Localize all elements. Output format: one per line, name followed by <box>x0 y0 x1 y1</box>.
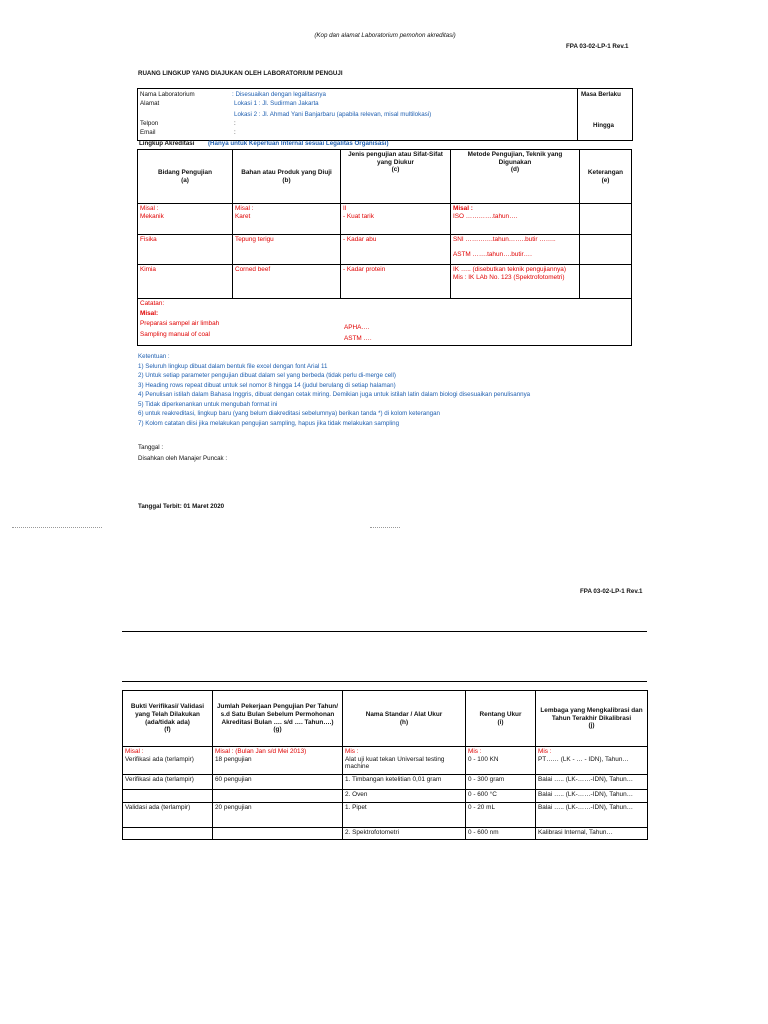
table-row: Verifikasi ada (terlampir) 60 pengujian 1. Timbangan ketelitian 0,01 gram 0 - 300 gram Balai ….. (LK-……-IDN), Tahun… <box>123 775 648 790</box>
table-row: 2. Spektrofotometri 0 - 600 nm Kalibrasi Internal, Tahun… <box>123 828 648 840</box>
header-keterangan: Keterangan (e) <box>580 150 632 204</box>
nama-label: Nama Laboratorium <box>140 91 195 98</box>
tanggal-terbit: Tanggal Terbit: 01 Maret 2020 <box>138 503 225 510</box>
page-break-mark <box>12 527 102 529</box>
header-rule-bottom <box>122 681 647 682</box>
lingkup-note: (Hanya untuk Keperluan Internal sesuai Legalitas Organisasi) <box>208 140 389 147</box>
catatan-method-2: ASTM …. <box>344 335 372 342</box>
lab-info-block <box>137 88 633 141</box>
ketentuan-title: Ketentuan : <box>138 353 170 360</box>
header-rule-top <box>122 631 647 632</box>
catatan-item-2: Sampling manual of coal <box>140 330 210 338</box>
header-jenis: Jenis pengujian atau Sifat-Sifat yang Diukur (c) <box>341 150 451 204</box>
lokasi-1: Lokasi 1 : Jl. Sudirman Jakarta <box>234 100 319 107</box>
table-row: Validasi ada (terlampir) 20 pengujian 1. Pipet 0 - 20 mL Balai ….. (LK-……-IDN), Tahun… <box>123 803 648 828</box>
header-jumlah-pekerjaan: Jumlah Pekerjaan Pengujian Per Tahun/ s.d Satu Bulan Sebelum Permohonan Akreditasi Bulan …. s/d …. Tahun….) (g) <box>213 691 343 747</box>
tanggal-label: Tanggal : <box>138 444 164 451</box>
page-title: RUANG LINGKUP YANG DIAJUKAN OLEH LABORATORIUM PENGUJI <box>138 70 343 77</box>
alamat-label: Alamat <box>140 100 160 107</box>
table-row: Kimia Corned beef - Kadar protein IK ….. (disebutkan teknik pengujiannya) Mis : IK LAb No. 123 (Spektrofotometri) <box>138 265 632 299</box>
header-nama-standar: Nama Standar / Alat Ukur (h) <box>343 691 466 747</box>
catatan-item-1: Preparasi sampel air limbah <box>140 320 220 328</box>
ketentuan-item: 3) Heading rows repeat dibuat untuk sel nomor 8 hingga 14 (judul berulang di setiap halaman) <box>138 381 396 389</box>
table-row: Misal : Mekanik Misal : Karet II - Kuat tarik Misal : ISO ………….tahun…. <box>138 204 632 235</box>
nama-value: : Disesuaikan dengan legalitasnya <box>232 91 326 98</box>
header-verifikasi: Bukti Verifikasi/ Validasi yang Telah Dilakukan (ada/tidak ada) (f) <box>123 691 213 747</box>
ketentuan-item: 5) Tidak diperkenankan untuk mengubah format ini <box>138 400 278 408</box>
table-row: 2. Oven 0 - 600 °C Balai ….. (LK-……-IDN), Tahun… <box>123 790 648 803</box>
lingkup-label: Lingkup Akreditasi <box>139 140 195 147</box>
disahkan-label: Disahkan oleh Manajer Puncak : <box>138 455 228 462</box>
catatan-misal: Misal: <box>140 309 159 317</box>
table-row: Misal : Verifikasi ada (terlampir) Misal : (Bulan Jan s/d Mei 2013) 18 pengujian Mis : Alat uji kuat tekan Universal testing machine Mis : 0 - 100 KN Mis : PT…… (LK - … - IDN), Tahun… <box>123 747 648 775</box>
masa-berlaku-label: Masa Berlaku <box>581 91 621 98</box>
ketentuan-item: 6) untuk reakreditasi, lingkup baru (yang belum diakreditasi sebelumnya) berikan tanda *) di kolom keterangan <box>138 410 440 417</box>
header-metode: Metode Pengujian, Teknik yang Digunakan (d) <box>451 150 580 204</box>
lokasi-2: Lokasi 2 : Jl. Ahmad Yani Banjarbaru (apabila relevan, misal multilokasi) <box>234 111 432 118</box>
form-code: FPA 03-02-LP-1 Rev.1 <box>566 43 629 50</box>
email-value: : <box>234 129 236 136</box>
form-code-page-2: FPA 03-02-LP-1 Rev.1 <box>580 588 643 595</box>
catatan-row <box>138 299 632 346</box>
hingga-label: Hingga <box>593 122 614 129</box>
header-bidang: Bidang Pengujian (a) <box>138 150 233 204</box>
ketentuan-item: 2) Untuk setiap parameter pengujian dibuat dalam sel yang berbeda (tidak perlu di-merge cell) <box>138 372 396 379</box>
telpon-label: Telpon <box>140 120 159 127</box>
catatan-label: Catatan: <box>140 300 165 307</box>
ketentuan-item: 4) Penulisan istilah dalam Bahasa Inggris, dibuat dengan cetak miring. Demikian juga untuk istilah latin dalam biologi disesuaikan penulisannya <box>138 391 531 398</box>
ketentuan-block <box>138 353 638 427</box>
telpon-value: : <box>234 120 236 127</box>
table-row: Fisika Tepung terigu - Kadar abu SNI ………….tahun……..butir …….. ASTM …….tahun….butir…. <box>138 235 632 265</box>
page-break-mark <box>370 527 400 529</box>
ketentuan-item: 1) Seluruh lingkup dibuat dalam bentuk file excel dengan font Arial 11 <box>138 362 328 370</box>
ketentuan-item: 7) Kolom catatan diisi jika melakukan pengujian sampling, hapus jika tidak melakukan sampling <box>138 419 400 427</box>
email-label: Email <box>140 129 156 136</box>
equipment-table <box>122 690 648 840</box>
header-lembaga-kalibrasi: Lembaga yang Mengkalibrasi dan Tahun Terakhir Dikalibrasi (j) <box>536 691 648 747</box>
scope-table <box>137 149 632 346</box>
header-bahan: Bahan atau Produk yang Diuji (b) <box>233 150 341 204</box>
catatan-method-1: APHA…. <box>344 324 370 331</box>
kop-note: (Kop dan alamat Laboratorium pemohon akreditasi) <box>314 32 456 39</box>
header-rentang-ukur: Rentang Ukur (i) <box>466 691 536 747</box>
